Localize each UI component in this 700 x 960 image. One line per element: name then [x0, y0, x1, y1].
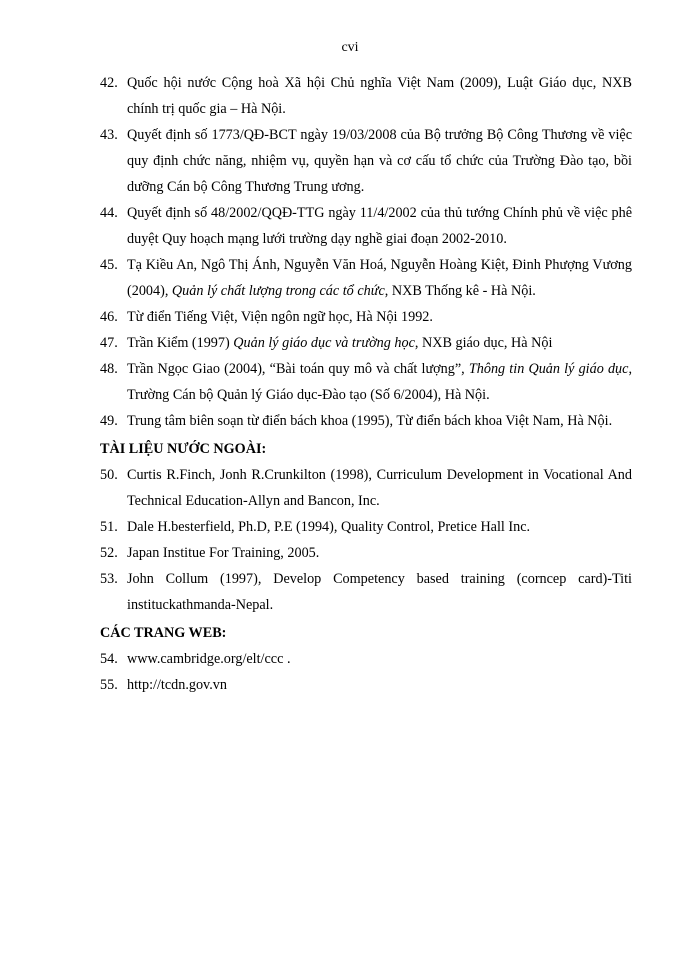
reference-item	[100, 252, 632, 304]
reference-item	[100, 122, 632, 200]
reference-title: Quản lý giáo dục và trường học	[233, 335, 415, 351]
reference-number: 53.	[100, 571, 118, 587]
reference-number: 51.	[100, 519, 118, 535]
reference-number: 50.	[100, 467, 118, 483]
reference-item	[100, 566, 632, 618]
reference-text: Japan Institue For Training, 2005.	[127, 545, 320, 561]
reference-item	[100, 304, 632, 330]
reference-item	[100, 462, 632, 514]
section-heading-foreign: TÀI LIỆU NƯỚC NGOÀI:	[100, 441, 267, 457]
reference-number: 48.	[100, 361, 118, 377]
reference-text: Từ điển Tiếng Việt, Viện ngôn ngữ học, Hà Nội 1992.	[127, 309, 433, 325]
reference-item	[100, 200, 632, 252]
reference-item	[100, 672, 632, 698]
reference-number: 55.	[100, 677, 118, 693]
reference-number: 49.	[100, 413, 118, 429]
reference-number: 54.	[100, 651, 118, 667]
reference-number: 43.	[100, 127, 118, 143]
reference-title: Thông tin Quản lý giáo dục	[468, 361, 629, 377]
reference-number: 47.	[100, 335, 118, 351]
reference-text: Trần Kiểm (1997)	[127, 335, 234, 351]
reference-text: John Collum (1997), Develop Competency based training (corncep card)-Titi instituckathmanda-Nepal.	[127, 571, 632, 613]
reference-item	[100, 356, 632, 408]
reference-text: Dale H.besterfield, Ph.D, P.E (1994), Quality Control, Pretice Hall Inc.	[127, 519, 531, 535]
reference-title: Quản lý chất lượng trong các tổ chức	[171, 283, 385, 299]
reference-number: 42.	[100, 75, 118, 91]
reference-item	[100, 540, 632, 566]
section-heading-web: CÁC TRANG WEB:	[100, 625, 227, 641]
reference-text: Quốc hội nước Cộng hoà Xã hội Chủ nghĩa Việt Nam (2009), Luật Giáo dục, NXB chính trị quốc gia – Hà Nội.	[127, 75, 632, 117]
reference-text: , Trường Cán bộ Quản lý Giáo dục-Đào tạo (Số 6/2004), Hà Nội.	[127, 361, 632, 403]
reference-number: 45.	[100, 257, 118, 273]
reference-text: Quyết định số 48/2002/QQĐ-TTG ngày 11/4/2002 của thủ tướng Chính phủ về việc phê duyệt Quy hoạch mạng lưới trường dạy nghề giai đoạn 2002-2010.	[127, 205, 632, 247]
reference-text: , NXB giáo dục, Hà Nội	[414, 335, 553, 351]
reference-list	[100, 70, 632, 698]
reference-text: Trần Ngọc Giao (2004), “Bài toán quy mô và chất lượng”,	[127, 361, 469, 377]
reference-text: Tạ Kiều An, Ngô Thị Ánh, Nguyễn Văn Hoá, Nguyễn Hoàng Kiệt, Đinh Phượng Vương (2004),	[127, 257, 632, 299]
reference-item	[100, 70, 632, 122]
reference-number: 46.	[100, 309, 118, 325]
reference-text: , NXB Thống kê - Hà Nội.	[384, 283, 536, 299]
reference-text: Curtis R.Finch, Jonh R.Crunkilton (1998), Curriculum Development in Vocational And Technical Education-Allyn and Bancon, Inc.	[127, 467, 632, 509]
reference-text: Trung tâm biên soạn từ điển bách khoa (1995), Từ điển bách khoa Việt Nam, Hà Nội.	[127, 413, 613, 429]
reference-item	[100, 514, 632, 540]
reference-item	[100, 408, 632, 434]
reference-text: Quyết định số 1773/QĐ-BCT ngày 19/03/2008 của Bộ trưởng Bộ Công Thương về việc quy định chức năng, nhiệm vụ, quyền hạn và cơ cấu tổ chức của Trường Đào tạo, bồi dưỡng Cán bộ Công Thương Trung ương.	[127, 127, 632, 195]
reference-number: 44.	[100, 205, 118, 221]
reference-link[interactable]: www.cambridge.org/elt/ccc .	[127, 651, 291, 667]
reference-link[interactable]: http://tcdn.gov.vn	[127, 677, 227, 693]
page-number: cvi	[341, 40, 359, 55]
reference-item	[100, 646, 632, 672]
reference-number: 52.	[100, 545, 118, 561]
reference-item	[100, 330, 632, 356]
